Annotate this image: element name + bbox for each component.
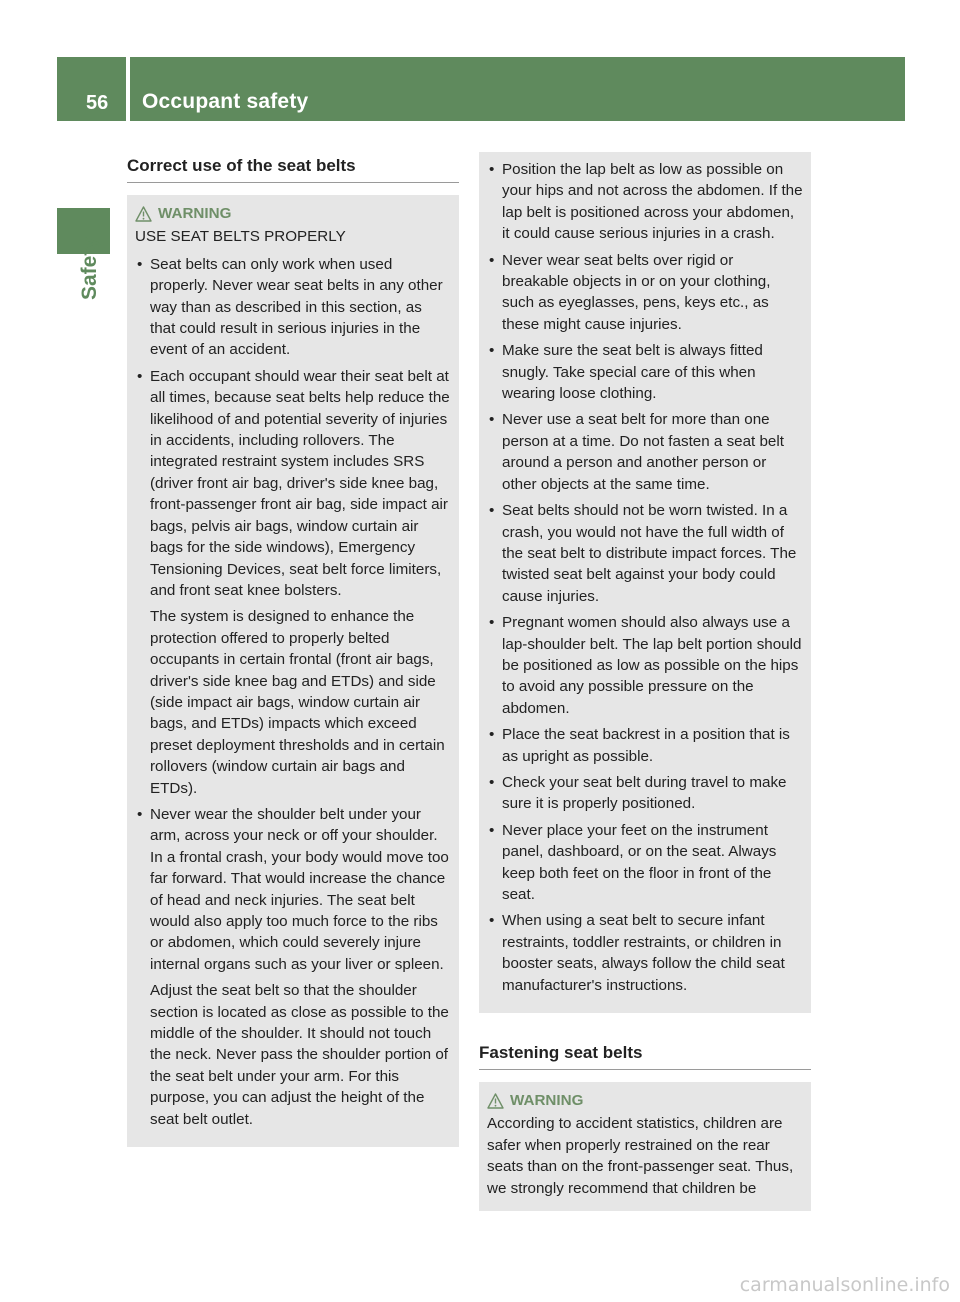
warning-text: According to accident statistics, children are safer when properly restrained on the rear seats than on the front-passenger seat. Thus, we strongly recommend that children be (487, 1115, 794, 1197)
warning-header (487, 1090, 803, 1111)
list-item: • Never place your feet on the instrument panel, dashboard, or on the seat. Always keep both feet on the floor in front of the seat. (487, 820, 803, 906)
list-item-text: Never wear the shoulder belt under your arm, across your neck or off your shoulder. In a frontal crash, your body would move too far forward. That would increase the chance of head and neck injuries. The seat belt would also apply too much force to the ribs or abdomen, which could severely injure internal organs such as your liver or spleen. (150, 805, 449, 973)
watermark: carmanualsonline.info (739, 1274, 950, 1296)
list-item: • Make sure the seat belt is always fitted snugly. Take special care of this when wearing loose clothing. (487, 340, 803, 404)
list-item-extra-paragraph: Adjust the seat belt so that the shoulder section is located as close as possible to the middle of the shoulder. It should not touch the neck. Never pass the shoulder portion of the seat belt under your arm. For this purpose, you can adjust the height of the seat belt outlet. (150, 982, 449, 1128)
warning-bullet-list (135, 254, 451, 1130)
list-item: • Pregnant women should also always use a lap-shoulder belt. The lap belt portion should be positioned as low as possible on the hips to avoid any possible pressure on the abdomen. (487, 612, 803, 719)
list-item: • Check your seat belt during travel to make sure it is properly positioned. (487, 772, 803, 815)
list-item-text: Each occupant should wear their seat belt at all times, because seat belts help reduce the likelihood of and potential severity of injuries in accidents, including rollovers. The integrated restraint system includes SRS (driver front air bag, driver's side knee bag, front-passenger front air bag, side impact air bags, pelvis air bags, window curtain air bags for the side windows), Emergency Tensioning Devices, seat belt force limiters, and front seat knee bolsters. (150, 367, 450, 599)
warning-box (127, 195, 459, 1147)
warning-subheading: USE SEAT BELTS PROPERLY (135, 228, 346, 246)
warning-box-continued (479, 152, 811, 1013)
warning-bullet-list-continued (487, 159, 803, 996)
section-tab-label: Safety (78, 236, 101, 300)
right-column (479, 152, 811, 1211)
warning-label: WARNING (158, 205, 232, 222)
list-item: • Never wear seat belts over rigid or breakable objects in or on your clothing, such as eyeglasses, pens, keys etc., as these might cause injuries. (487, 250, 803, 336)
page-number: 56 (86, 92, 109, 114)
page-header-bar (57, 57, 905, 121)
fastening-warning-box (479, 1082, 811, 1211)
list-item (135, 254, 451, 361)
warning-triangle-icon (487, 1093, 504, 1109)
chapter-title: Occupant safety (142, 90, 309, 113)
warning-triangle-icon (135, 206, 152, 222)
list-item (135, 804, 451, 1130)
section-heading-fastening: Fastening seat belts (479, 1039, 811, 1070)
page-number-box (57, 57, 126, 121)
list-item: • When using a seat belt to secure infant restraints, toddler restraints, or children in booster seats, always follow the child seat manufacturer's instructions. (487, 910, 803, 996)
header-divider (126, 57, 130, 121)
list-item-extra-paragraph: The system is designed to enhance the protection offered to properly belted occupants in certain frontal (front air bags, driver's side knee bag and ETDs) and side (side impact air bags, window curtain air bags, and ETDs) impacts which exceed preset deployment thresholds and in certain rollovers (window curtain air bags and ETDs). (150, 608, 445, 797)
list-item: • Place the seat backrest in a position that is as upright as possible. (487, 724, 803, 767)
list-item (135, 366, 451, 799)
list-item: • Position the lap belt as low as possible on your hips and not across the abdomen. If the lap belt is positioned across your abdomen, it could cause serious injuries in a crash. (487, 159, 803, 245)
left-column (127, 152, 459, 1147)
list-item-text: Seat belts can only work when used properly. Never wear seat belts in any other way than as described in this section, as that could result in serious injuries in the event of an accident. (150, 255, 443, 359)
list-item: • Never use a seat belt for more than one person at a time. Do not fasten a seat belt around a person and another person or other objects at the same time. (487, 409, 803, 495)
list-item: • Seat belts should not be worn twisted. In a crash, you would not have the full width of the seat belt to distribute impact forces. The twisted seat belt against your body could cause injuries. (487, 500, 803, 607)
warning-header (135, 203, 451, 224)
warning-label: WARNING (510, 1092, 584, 1110)
section-heading-correct-use: Correct use of the seat belts (127, 152, 459, 183)
